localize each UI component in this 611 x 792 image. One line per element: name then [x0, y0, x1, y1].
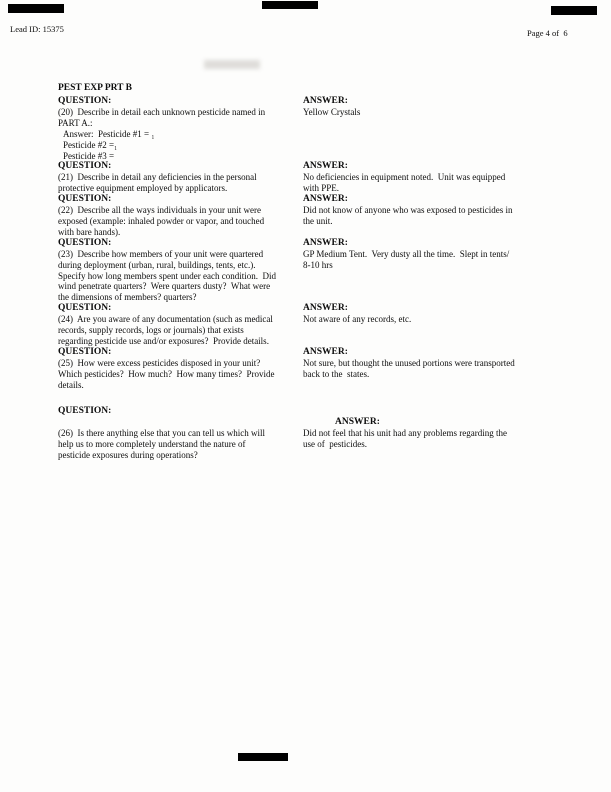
question-lines: [58, 358, 303, 391]
question-line: (25) How were excess pesticides disposed in your unit?: [58, 357, 261, 368]
question-label: QUESTION:: [58, 303, 112, 314]
lead-id: Lead ID: 15375: [10, 24, 64, 34]
question-column: [58, 303, 303, 347]
question-line: regarding pesticide use and/or exposures? Provide details.: [58, 335, 269, 346]
question-line: wind penetrate quarters? Were quarters dusty? What were: [58, 281, 271, 292]
question-line: Pesticide #3 =: [63, 150, 115, 161]
question-column: [58, 96, 303, 161]
answer-line: Did not know of anyone who was exposed to pesticides in: [303, 205, 513, 216]
question-column: [58, 238, 303, 303]
question-lines: [58, 172, 303, 194]
qa-block-24: [58, 303, 560, 347]
answer-line: Not aware of any records, etc.: [303, 314, 412, 325]
answer-line: back to the states.: [303, 368, 370, 379]
question-lines: [58, 205, 303, 238]
question-column: [58, 347, 303, 391]
question-line: (26) Is there anything else that you can tell us which will: [58, 428, 265, 439]
question-line: (22) Describe all the ways individuals in your unit were: [58, 205, 261, 216]
answer-line: Did not feel that his unit had any problems regarding the: [303, 428, 507, 439]
page-number: Page 4 of 6: [527, 28, 568, 38]
question-label: QUESTION:: [58, 96, 112, 106]
document-body: [58, 83, 560, 461]
redaction-bar-bottom: [238, 753, 288, 761]
question-lines: [58, 249, 303, 304]
qa-block-21: [58, 161, 560, 194]
question-label: QUESTION:: [58, 161, 112, 172]
question-line: Pesticide #2 =₁: [63, 139, 118, 150]
question-line: protective equipment employed by applicators.: [58, 183, 228, 194]
answer-line: the unit.: [303, 215, 333, 226]
question-label: QUESTION:: [58, 406, 112, 417]
question-line: PART A.:: [58, 117, 93, 128]
question-line: pesticide exposures during operations?: [58, 450, 198, 461]
redaction-bar-top-left: [8, 4, 64, 13]
document-title: PEST EXP PRT B: [58, 83, 133, 93]
redaction-bar-top-right: [551, 6, 597, 15]
redaction-bar-top-center: [262, 1, 318, 9]
answer-column: [303, 161, 560, 194]
qa-block-22: [58, 194, 560, 238]
answer-line: Yellow Crystals: [303, 106, 361, 117]
question-lines: [58, 428, 303, 461]
answer-column: [303, 96, 560, 118]
answer-label: ANSWER:: [303, 194, 348, 205]
answer-label: ANSWER:: [303, 237, 348, 248]
question-line: help us to more completely understand the nature of: [58, 439, 246, 450]
question-line: (23) Describe how members of your unit were quartered: [58, 248, 264, 259]
qa-block-26: [58, 406, 560, 461]
question-line: (24) Are you aware of any documentation (such as medical: [58, 314, 273, 325]
answer-label: ANSWER:: [303, 346, 348, 357]
question-line: Specify how long members spent under each condition. Did: [58, 270, 276, 281]
answer-line: use of pesticides.: [303, 439, 367, 450]
question-lines: [58, 107, 303, 162]
question-label: QUESTION:: [58, 237, 112, 248]
question-line: Which pesticides? How much? How many times? Provide: [58, 368, 275, 379]
answer-column: [303, 347, 560, 380]
qa-block-25: [58, 347, 560, 391]
question-label: QUESTION:: [58, 346, 112, 357]
question-line: Answer: Pesticide #1 = ₁: [63, 128, 155, 139]
answer-line: Not sure, but thought the unused portions were transported: [303, 357, 515, 368]
answer-column: [303, 303, 560, 325]
answer-label: ANSWER:: [303, 96, 348, 106]
answer-column: [303, 406, 560, 450]
question-line: (21) Describe in detail any deficiencies in the personal: [58, 172, 257, 183]
answer-line: No deficiencies in equipment noted. Unit was equipped: [303, 172, 506, 183]
answer-line: GP Medium Tent. Very dusty all the time. Slept in tents/: [303, 248, 510, 259]
answer-label: ANSWER:: [303, 303, 348, 314]
question-line: (20) Describe in detail each unknown pesticide named in: [58, 106, 266, 117]
question-line: records, supply records, logs or journals) that exists: [58, 325, 244, 336]
qa-block-20: [58, 96, 560, 161]
question-line: with bare hands).: [58, 226, 121, 237]
question-line: during deployment (urban, rural, buildings, tents, etc.).: [58, 259, 256, 270]
question-lines: [58, 314, 303, 347]
answer-label: ANSWER:: [335, 417, 380, 428]
answer-column: [303, 238, 560, 271]
scan-smudge: [204, 60, 260, 69]
answer-line: 8-10 hrs: [303, 259, 333, 270]
answer-line: with PPE.: [303, 183, 340, 194]
answer-column: [303, 194, 560, 227]
question-column: [58, 194, 303, 238]
qa-block-23: [58, 238, 560, 303]
question-line: the dimensions of members? quarters?: [58, 292, 197, 303]
question-label: QUESTION:: [58, 194, 112, 205]
question-column: [58, 406, 303, 461]
answer-label: ANSWER:: [303, 161, 348, 172]
question-line: details.: [58, 379, 84, 390]
question-column: [58, 161, 303, 194]
question-line: exposed (example: inhaled powder or vapor, and touched: [58, 215, 265, 226]
